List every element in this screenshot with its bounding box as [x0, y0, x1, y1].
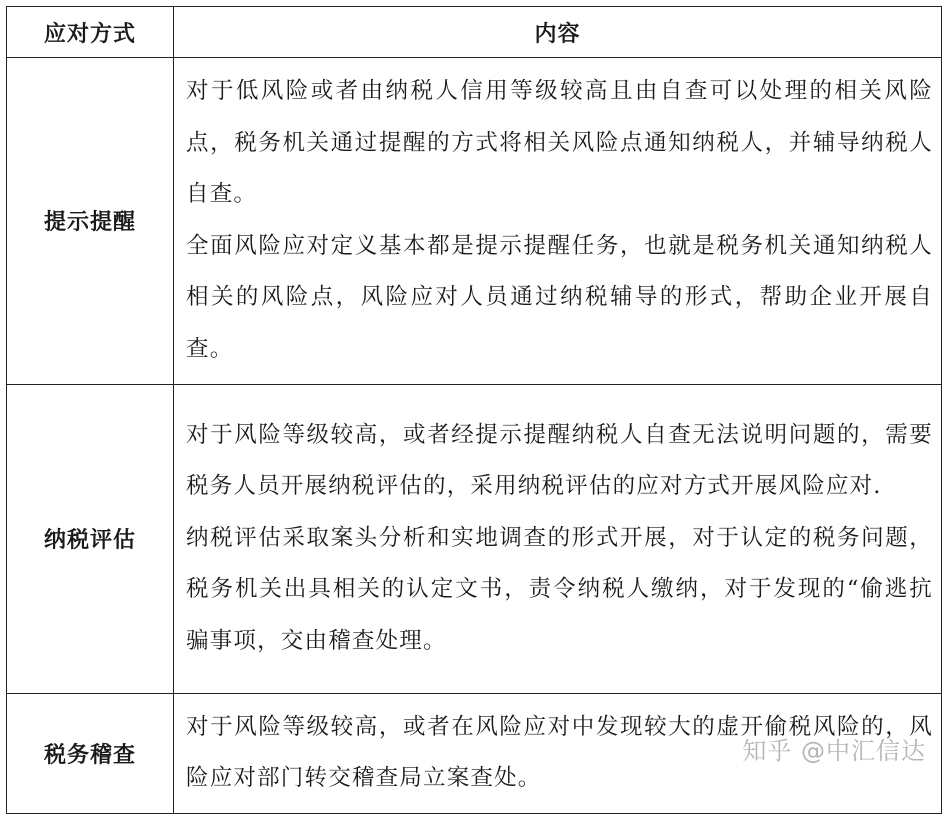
content-cell [174, 58, 942, 385]
content-paragraph: 对于风险等级较高，或者经提示提醒纳税人自查无法说明问题的，需要税务人员开展纳税评估的，采用纳税评估的应对方式开展风险应对. [186, 421, 933, 500]
header-content: 内容 [174, 7, 942, 58]
content-paragraph: 全面风险应对定义基本都是提示提醒任务，也就是税务机关通知纳税人相关的风险点，风险应对人员通过纳税辅导的形式，帮助企业开展自查。 [186, 232, 933, 362]
method-label: 纳税评估 [7, 384, 174, 693]
content-cell [174, 384, 942, 693]
table-row [7, 58, 942, 385]
content-paragraph: 对于风险等级较高，或者在风险应对中发现较大的虚开偷税风险的，风险应对部门转交稽查局立案查处。 [186, 713, 933, 792]
content-paragraph: 对于低风险或者由纳税人信用等级较高且由自查可以处理的相关风险点，税务机关通过提醒的方式将相关风险点通知纳税人，并辅导纳税人自查。 [186, 78, 933, 208]
method-label: 税务稽查 [7, 693, 174, 813]
method-label: 提示提醒 [7, 58, 174, 385]
header-method: 应对方式 [7, 7, 174, 58]
watermark: 知乎 @中汇信达 [742, 737, 926, 765]
table-header-row [7, 7, 942, 58]
response-methods-table [6, 6, 942, 814]
content-paragraph: 纳税评估采取案头分析和实地调查的形式开展，对于认定的税务问题，税务机关出具相关的认定文书，责令纳税人缴纳，对于发现的“偷逃抗骗事项，交由稽查处理。 [186, 524, 933, 654]
table-row [7, 384, 942, 693]
